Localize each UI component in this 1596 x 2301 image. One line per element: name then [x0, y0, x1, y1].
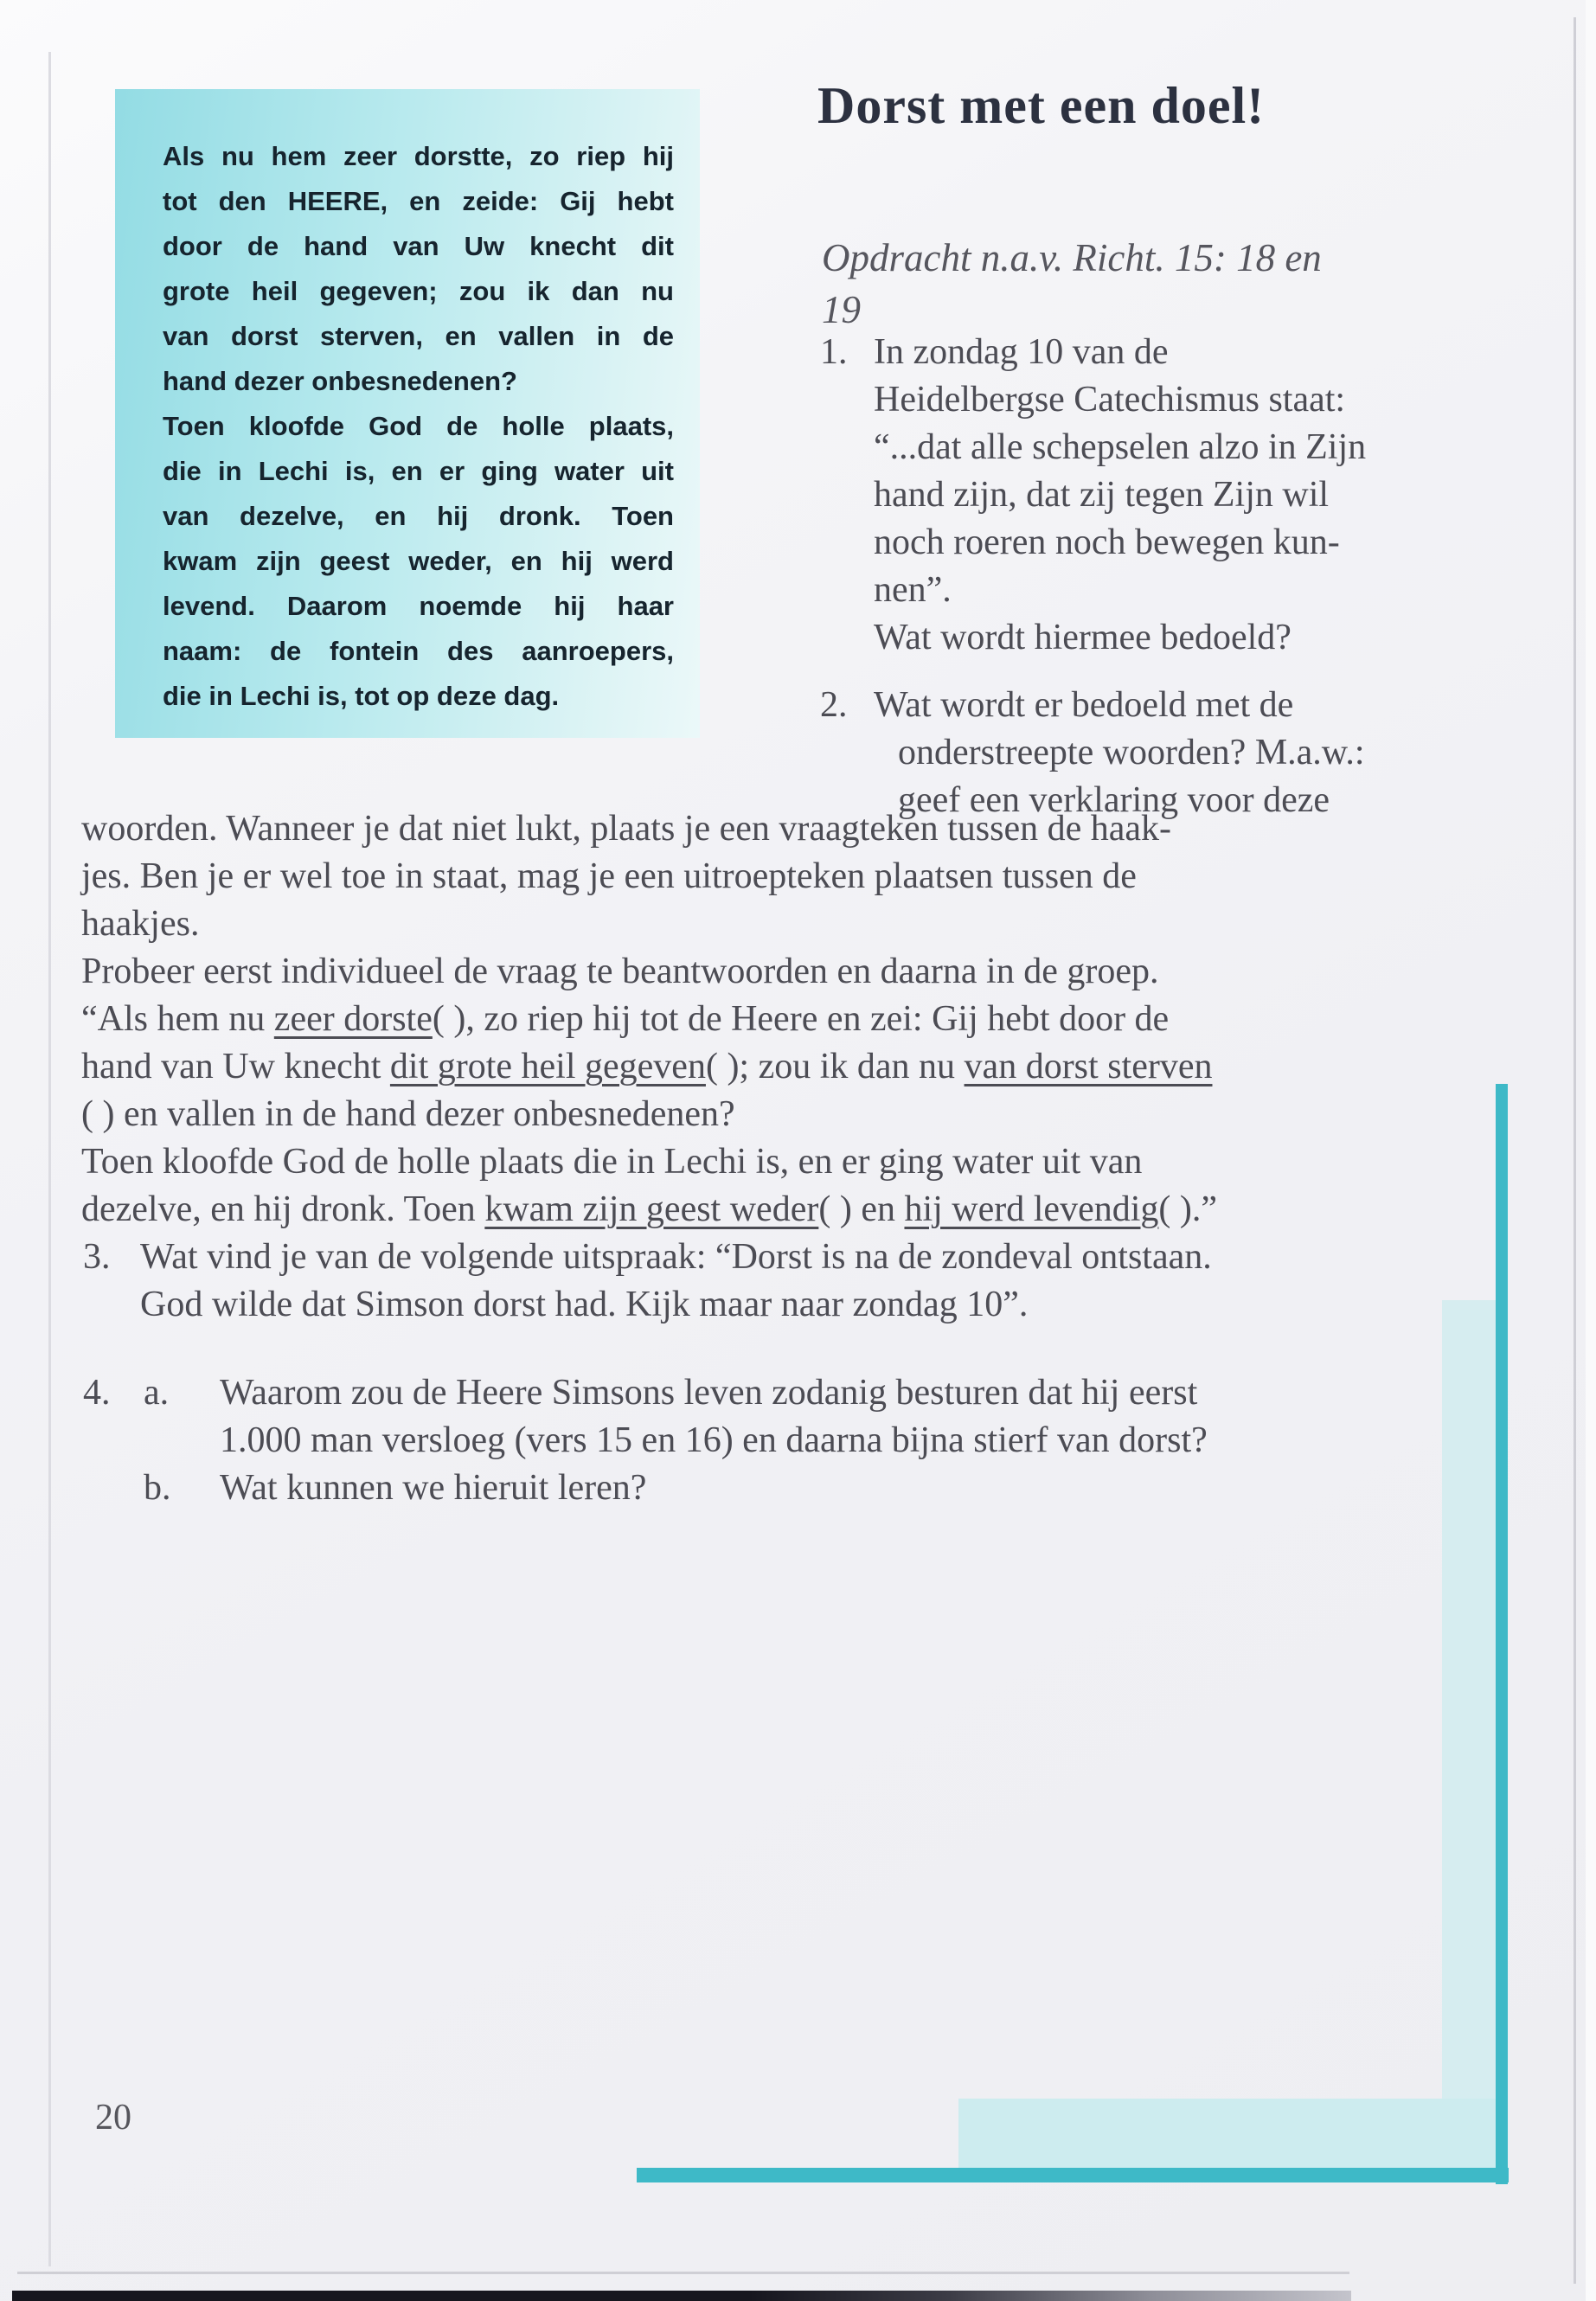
- question-line: 1.000 man versloeg (vers 15 en 16) en daarna bijna stierf van dorst?: [220, 1420, 1208, 1460]
- right-margin-accent-bar: [1496, 1084, 1508, 2184]
- body-line: [81, 1186, 1535, 1234]
- question-line: Wat wordt hiermee bedoeld?: [874, 618, 1292, 657]
- question-line: Waarom zou de Heere Simsons leven zodanig besturen dat hij eerst: [220, 1373, 1198, 1413]
- scripture-quote-box: [115, 89, 700, 738]
- body-line: [81, 1091, 1535, 1138]
- page-title: Dorst met een doel!: [817, 77, 1266, 134]
- body-line: [81, 853, 1535, 901]
- question-text: [140, 1234, 1554, 1329]
- body-line: [81, 948, 1535, 996]
- underlined-phrase: kwam zijn geest weder: [484, 1189, 819, 1229]
- scan-bottom-book-edge: [12, 2291, 1351, 2301]
- page-number: 20: [95, 2098, 131, 2138]
- text-segment: ( ).”: [1158, 1189, 1218, 1229]
- text-segment: ( ); zou ik dan nu: [705, 1047, 965, 1086]
- body-line: [81, 1138, 1535, 1186]
- assignment-subtitle: [822, 232, 1479, 336]
- quote-line: kwam zijn geest weder, en hij werd: [163, 546, 674, 576]
- text-segment: jes. Ben je er wel toe in staat, mag je een uitroepteken plaatsen tussen de: [81, 856, 1137, 896]
- question-line: geef een verklaring voor deze: [898, 780, 1330, 820]
- question-line: onderstreepte woorden? M.a.w.:: [898, 733, 1365, 772]
- question-number: 1.: [820, 332, 848, 372]
- quote-line: Als nu hem zeer dorstte, zo riep hij: [163, 141, 674, 171]
- underlined-phrase: hij werd levendig: [904, 1189, 1159, 1229]
- question-line: Wat wordt er bedoeld met de: [874, 685, 1294, 725]
- text-segment: Toen kloofde God de holle plaats die in Lechi is, en er ging water uit van: [81, 1142, 1143, 1182]
- question-number: 2.: [820, 685, 848, 725]
- question-number: 3.: [83, 1237, 111, 1277]
- question-item-1: [820, 329, 1503, 662]
- subpart-letter: a.: [144, 1373, 170, 1413]
- bottom-pale-block: [958, 2099, 1496, 2170]
- question-subpart: [144, 1465, 1554, 1512]
- quote-line: grote heil gegeven; zou ik dan nu: [163, 276, 674, 306]
- question-number: 4.: [83, 1373, 111, 1413]
- question-line: Heidelbergse Catechismus staat:: [874, 380, 1346, 420]
- text-segment: haakjes.: [81, 904, 200, 944]
- body-paragraph: [81, 805, 1535, 1234]
- question-line: Wat kunnen we hieruit leren?: [220, 1468, 647, 1508]
- text-segment: ( ) en: [818, 1189, 905, 1229]
- scan-left-page-edge: [48, 52, 51, 2266]
- quote-line: die in Lechi is, tot op deze dag.: [163, 681, 560, 711]
- bottom-accent-bar: [637, 2168, 1509, 2182]
- underlined-phrase: zeer dorste: [273, 999, 433, 1039]
- text-segment: dezelve, en hij dronk. Toen: [81, 1189, 485, 1229]
- question-line: “...dat alle schepselen alzo in Zijn: [874, 427, 1367, 467]
- subpart-text: [220, 1465, 1554, 1512]
- quote-line: levend. Daarom noemde hij haar: [163, 591, 674, 621]
- quote-line: die in Lechi is, en er ging water uit: [163, 456, 674, 486]
- scan-bottom-crease-line: [17, 2272, 1349, 2274]
- quote-line: door de hand van Uw knecht dit: [163, 231, 674, 261]
- question-line: noch roeren noch bewegen kun-: [874, 522, 1340, 562]
- quote-line: Toen kloofde God de holle plaats,: [163, 411, 674, 441]
- body-line: [81, 901, 1535, 948]
- question-line: nen”.: [874, 570, 952, 610]
- right-margin-pale-band: [1442, 1300, 1496, 2169]
- question-line: God wilde dat Simson dorst had. Kijk maar naar zondag 10”.: [140, 1285, 1029, 1324]
- text-segment: “Als hem nu: [81, 999, 274, 1039]
- question-item-4: [83, 1369, 1554, 1512]
- question-parts: [144, 1369, 1554, 1512]
- underlined-phrase: van dorst sterven: [964, 1047, 1213, 1086]
- quote-line: van dezelve, en hij dronk. Toen: [163, 501, 674, 531]
- subtitle-line: Opdracht n.a.v. Richt. 15: 18 en: [822, 236, 1322, 279]
- quote-line: tot den HEERE, en zeide: Gij hebt: [163, 186, 674, 216]
- scan-right-margin: [1586, 0, 1596, 2301]
- body-line: [81, 996, 1535, 1043]
- question-item-3: [83, 1234, 1554, 1329]
- quote-line: hand dezer onbesnedenen?: [163, 366, 517, 396]
- underlined-phrase: dit grote heil gegeven: [389, 1047, 706, 1086]
- subtitle-line: 19: [822, 288, 861, 331]
- body-line: [81, 1043, 1535, 1091]
- text-segment: Probeer eerst individueel de vraag te beantwoorden en daarna in de groep.: [81, 952, 1159, 991]
- quote-line: naam: de fontein des aanroepers,: [163, 636, 674, 666]
- question-item-2: [820, 682, 1503, 824]
- question-line: In zondag 10 van de: [874, 332, 1169, 372]
- text-segment: ( ) en vallen in de hand dezer onbesnedenen?: [81, 1094, 735, 1134]
- question-text: [874, 682, 1503, 824]
- subpart-text: [220, 1369, 1554, 1465]
- text-segment: woorden. Wanneer je dat niet lukt, plaats je een vraagteken tussen de haak-: [81, 809, 1172, 849]
- question-subpart: [144, 1369, 1554, 1465]
- scan-right-page-edge: [1574, 17, 1576, 2284]
- text-segment: hand van Uw knecht: [81, 1047, 390, 1086]
- body-line: [81, 805, 1535, 853]
- text-segment: ( ), zo riep hij tot de Heere en zei: Gij hebt door de: [432, 999, 1170, 1039]
- question-line: hand zijn, dat zij tegen Zijn wil: [874, 475, 1330, 515]
- scripture-quote-text: [163, 134, 674, 719]
- question-text: [874, 329, 1503, 662]
- subpart-letter: b.: [144, 1468, 171, 1508]
- question-line: Wat vind je van de volgende uitspraak: “Dorst is na de zondeval ontstaan.: [140, 1237, 1212, 1277]
- quote-line: van dorst sterven, en vallen in de: [163, 321, 674, 351]
